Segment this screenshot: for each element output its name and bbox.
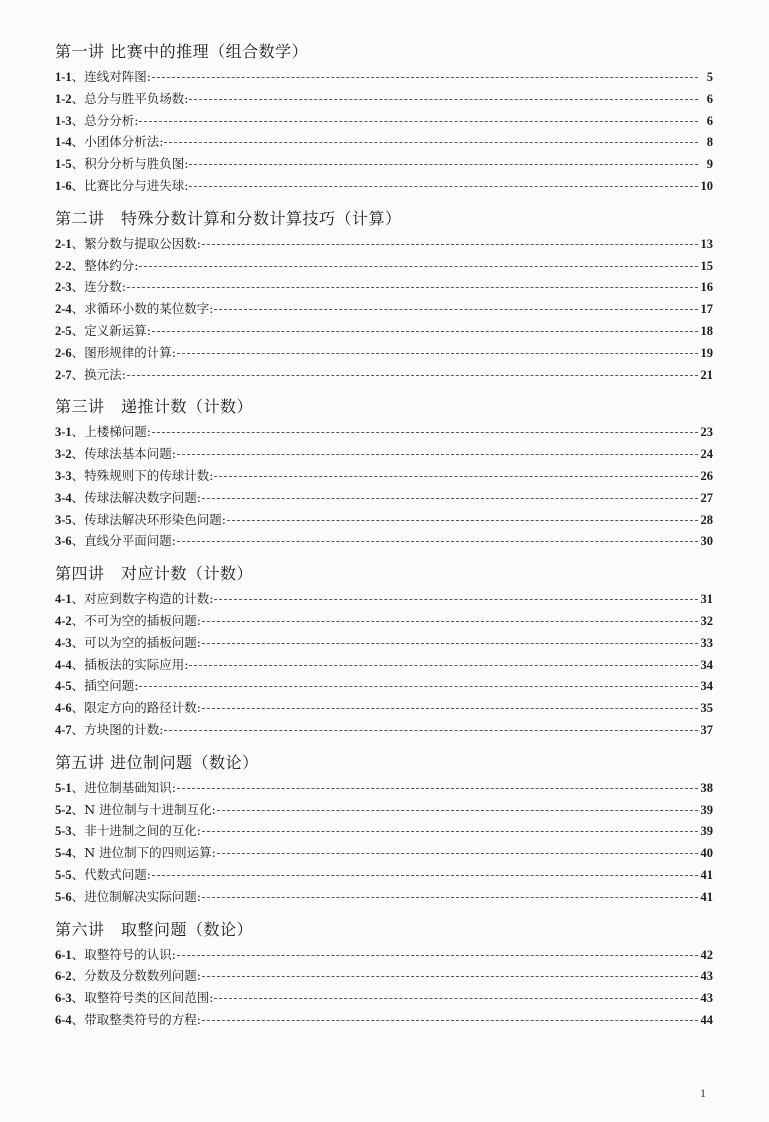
entry-number: 5-3 (55, 824, 72, 839)
toc-entry[interactable] (55, 944, 713, 966)
entry-title: 连线对阵图: (84, 69, 151, 84)
toc-entry[interactable] (55, 1009, 713, 1031)
entry-title: 插板法的实际应用: (84, 656, 189, 672)
entry-page-number: 41 (700, 867, 713, 882)
entry-number: 5-6 (55, 889, 72, 904)
entry-title: 代数式问题: (84, 866, 151, 882)
entry-number: 3-2 (55, 447, 72, 462)
toc-entry[interactable] (55, 443, 713, 465)
entry-separator: 、 (71, 446, 85, 462)
entry-page-number: 33 (700, 635, 713, 650)
entry-page-number: 42 (700, 947, 713, 962)
toc-entry[interactable] (55, 276, 713, 298)
entry-title: 比赛比分与进失球: (84, 177, 189, 193)
entry-page-number: 41 (700, 889, 713, 904)
chapter-section (55, 749, 713, 908)
entry-separator: 、 (71, 467, 85, 483)
entry-title: 积分分析与胜负图: (84, 156, 189, 172)
entry-separator: 、 (71, 656, 85, 672)
toc-entry[interactable] (55, 719, 713, 741)
entry-separator: 、 (71, 279, 85, 295)
dot-leader (217, 810, 698, 811)
entry-page-number: 23 (700, 425, 713, 440)
entry-number: 4-6 (55, 701, 72, 716)
entry-title: 传球法解决数字问题: (84, 489, 201, 505)
toc-entry[interactable] (55, 320, 713, 342)
entry-title: 直线分平面问题: (84, 533, 176, 549)
dot-leader (127, 287, 698, 288)
dot-leader (164, 142, 698, 143)
entry-title: 传球法基本问题: (84, 446, 176, 462)
dot-leader (177, 541, 698, 542)
entry-title: N 进位制与十进制互化: (84, 801, 216, 817)
dot-leader (214, 476, 698, 477)
dot-leader (152, 77, 698, 78)
toc-entry[interactable] (55, 965, 713, 987)
toc-entry[interactable] (55, 465, 713, 487)
entry-number: 6-3 (55, 991, 72, 1006)
dot-leader (202, 621, 698, 622)
entry-separator: 、 (71, 235, 85, 251)
entry-page-number: 43 (700, 991, 713, 1006)
entry-number: 6-1 (55, 947, 72, 962)
entry-separator: 、 (71, 90, 85, 106)
entry-number: 2-2 (55, 258, 72, 273)
entry-title: 带取整类符号的方程: (84, 1011, 201, 1027)
entry-number: 5-5 (55, 867, 72, 882)
chapter-title: 第三讲 递推计数（计数） (55, 397, 254, 417)
entry-title: 整体约分: (84, 257, 139, 273)
entry-separator: 、 (71, 134, 85, 150)
entry-page-number: 19 (700, 345, 713, 360)
entry-page-number: 15 (700, 258, 713, 273)
entry-title: 传球法解决环形染色问题: (84, 511, 226, 527)
entry-number: 3-5 (55, 512, 72, 527)
entry-number: 2-3 (55, 280, 72, 295)
entry-number: 1-4 (55, 135, 72, 150)
entry-separator: 、 (71, 888, 85, 904)
entry-title: 图形规律的计算: (84, 344, 176, 360)
dot-leader (152, 875, 698, 876)
entry-page-number: 5 (706, 70, 713, 84)
entry-title: 方块图的计数: (84, 721, 164, 737)
dot-leader (202, 976, 698, 977)
entry-title: 分数及分数数列问题: (84, 968, 201, 984)
entry-number: 1-6 (55, 178, 72, 193)
toc-entry[interactable] (55, 842, 713, 864)
entry-number: 1-2 (55, 91, 72, 106)
chapter-section (55, 393, 713, 552)
entry-number: 6-4 (55, 1012, 72, 1027)
dot-leader (177, 788, 698, 789)
toc-entry[interactable] (55, 864, 713, 886)
dot-leader (189, 186, 698, 187)
entry-number: 4-5 (55, 679, 72, 694)
entry-title: 上楼梯问题: (84, 424, 151, 440)
entry-separator: 、 (71, 257, 85, 273)
toc-entry[interactable] (55, 110, 713, 132)
toc-entry[interactable] (55, 530, 713, 552)
toc-entry[interactable] (55, 342, 713, 364)
dot-leader (139, 266, 698, 267)
entry-number: 2-4 (55, 302, 72, 317)
entry-title: 定义新运算: (84, 322, 151, 338)
entry-title: 特殊规则下的传球计数: (84, 467, 214, 483)
entry-number: 2-7 (55, 367, 72, 382)
toc-entry[interactable] (55, 298, 713, 320)
entry-separator: 、 (71, 845, 85, 861)
entry-separator: 、 (71, 533, 85, 549)
entry-page-number: 39 (700, 802, 713, 817)
dot-leader (202, 244, 698, 245)
entry-title: 进位制基础知识: (84, 779, 176, 795)
toc-entry[interactable] (55, 886, 713, 908)
chapter-title: 第六讲 取整问题（数论） (55, 919, 254, 939)
entry-page-number: 37 (700, 722, 713, 737)
chapter-title: 第五讲 进位制问题（数论） (55, 752, 259, 772)
entry-number: 2-6 (55, 345, 72, 360)
entry-number: 2-5 (55, 323, 72, 338)
entry-page-number: 27 (700, 490, 713, 505)
page-number: 1 (700, 1086, 706, 1100)
entry-separator: 、 (71, 1011, 85, 1027)
dot-leader (189, 164, 698, 165)
entry-title: 总分分析: (84, 112, 139, 128)
chapter-title: 第一讲 比赛中的推理（组合数学） (55, 42, 309, 61)
toc-entry[interactable] (55, 799, 713, 821)
entry-page-number: 6 (706, 91, 713, 106)
chapter-title: 第二讲 特殊分数计算和分数计算技巧（计算） (55, 208, 402, 228)
toc-entry[interactable] (55, 697, 713, 719)
entry-title: 小团体分析法: (84, 134, 164, 150)
dot-leader (217, 853, 698, 854)
toc-entry[interactable] (55, 632, 713, 654)
entry-page-number: 18 (700, 323, 713, 338)
entry-title: 不可为空的插板问题: (84, 612, 201, 628)
toc-entry[interactable] (55, 654, 713, 676)
entry-number: 3-4 (55, 490, 72, 505)
entry-separator: 、 (71, 700, 85, 716)
entry-separator: 、 (71, 366, 85, 382)
dot-leader (152, 331, 698, 332)
entry-page-number: 28 (700, 512, 713, 527)
entry-title: 插空问题: (84, 678, 139, 694)
entry-page-number: 26 (700, 468, 713, 483)
entry-separator: 、 (71, 866, 85, 882)
dot-leader (177, 955, 698, 956)
entry-number: 5-2 (55, 802, 72, 817)
entry-page-number: 34 (700, 657, 713, 672)
entry-number: 1-5 (55, 157, 72, 172)
entry-separator: 、 (71, 779, 85, 795)
entry-number: 5-4 (55, 846, 72, 861)
entry-title: 进位制解决实际问题: (84, 888, 201, 904)
toc-entry[interactable] (55, 88, 713, 110)
entry-separator: 、 (71, 823, 85, 839)
entry-number: 4-4 (55, 657, 72, 672)
toc-entry[interactable] (55, 364, 713, 386)
entry-separator: 、 (71, 968, 85, 984)
entry-number: 3-3 (55, 468, 72, 483)
entry-page-number: 24 (700, 447, 713, 462)
entry-title: 繁分数与提取公因数: (84, 235, 201, 251)
entry-separator: 、 (71, 946, 85, 962)
entry-number: 3-6 (55, 534, 72, 549)
entry-number: 1-1 (55, 70, 72, 84)
toc-entry[interactable] (55, 131, 713, 153)
entry-number: 3-1 (55, 425, 72, 440)
entry-page-number: 38 (700, 780, 713, 795)
entry-number: 4-2 (55, 613, 72, 628)
entry-separator: 、 (71, 634, 85, 650)
toc-entry[interactable] (55, 509, 713, 531)
entry-title: 可以为空的插板问题: (84, 634, 201, 650)
toc-entry[interactable] (55, 421, 713, 443)
entry-number: 5-1 (55, 780, 72, 795)
toc-entry[interactable] (55, 487, 713, 509)
toc-entry[interactable] (55, 175, 713, 197)
dot-leader (139, 686, 698, 687)
dot-leader (127, 375, 698, 376)
entry-page-number: 32 (700, 613, 713, 628)
entry-separator: 、 (71, 591, 85, 607)
entry-title: 限定方向的路径计数: (84, 700, 201, 716)
entry-page-number: 35 (700, 701, 713, 716)
dot-leader (202, 643, 698, 644)
entry-separator: 、 (71, 511, 85, 527)
entry-separator: 、 (71, 344, 85, 360)
entry-separator: 、 (71, 177, 85, 193)
entry-title: 对应到数字构造的计数: (84, 591, 214, 607)
dot-leader (139, 121, 698, 122)
entry-page-number: 17 (700, 302, 713, 317)
entry-page-number: 8 (706, 135, 713, 150)
entry-title: 取整符号类的区间范围: (84, 990, 214, 1006)
entry-page-number: 30 (700, 534, 713, 549)
entry-page-number: 34 (700, 679, 713, 694)
entry-title: 取整符号的认识: (84, 946, 176, 962)
dot-leader (227, 520, 698, 521)
entry-separator: 、 (71, 301, 85, 317)
entry-page-number: 6 (706, 113, 713, 128)
entry-separator: 、 (71, 489, 85, 505)
dot-leader (202, 897, 698, 898)
toc-entry[interactable] (55, 66, 713, 88)
dot-leader (202, 831, 698, 832)
entry-number: 1-3 (55, 113, 72, 128)
toc-entry[interactable] (55, 987, 713, 1009)
entry-title: 求循环小数的某位数字: (84, 301, 214, 317)
entry-title: 连分数: (84, 279, 126, 295)
dot-leader (189, 99, 698, 100)
chapter-section (55, 916, 713, 1031)
entry-separator: 、 (71, 721, 85, 737)
chapter-section (55, 205, 713, 386)
toc-entry[interactable] (55, 820, 713, 842)
entry-page-number: 39 (700, 824, 713, 839)
entry-separator: 、 (71, 156, 85, 172)
dot-leader (202, 1020, 698, 1021)
toc-entry[interactable] (55, 153, 713, 175)
toc-entry[interactable] (55, 255, 713, 277)
entry-number: 4-1 (55, 592, 72, 607)
entry-number: 2-1 (55, 236, 72, 251)
entry-separator: 、 (71, 990, 85, 1006)
entry-page-number: 9 (706, 157, 713, 172)
entry-page-number: 16 (700, 280, 713, 295)
dot-leader (214, 599, 698, 600)
entry-title: 换元法: (84, 366, 126, 382)
dot-leader (202, 708, 698, 709)
dot-leader (164, 730, 698, 731)
entry-page-number: 21 (700, 367, 713, 382)
toc-entry[interactable] (55, 233, 713, 255)
entry-separator: 、 (71, 801, 85, 817)
chapter-title: 第四讲 对应计数（计数） (55, 564, 254, 584)
chapter-section (55, 560, 713, 741)
toc-entry[interactable] (55, 610, 713, 632)
entry-number: 4-7 (55, 722, 72, 737)
entry-separator: 、 (71, 678, 85, 694)
dot-leader (189, 665, 698, 666)
dot-leader (202, 498, 698, 499)
entry-page-number: 13 (700, 236, 713, 251)
entry-title: 非十进制之间的互化: (84, 823, 201, 839)
entry-page-number: 44 (700, 1012, 713, 1027)
entry-page-number: 40 (700, 846, 713, 861)
entry-title: N 进位制下的四则运算: (84, 845, 216, 861)
entry-page-number: 10 (700, 178, 713, 193)
entry-separator: 、 (71, 69, 85, 84)
dot-leader (214, 998, 698, 999)
chapter-section (55, 38, 713, 197)
dot-leader (214, 309, 698, 310)
entry-page-number: 31 (700, 592, 713, 607)
entry-separator: 、 (71, 112, 85, 128)
entry-separator: 、 (71, 612, 85, 628)
entry-separator: 、 (71, 424, 85, 440)
dot-leader (177, 353, 698, 354)
entry-number: 4-3 (55, 635, 72, 650)
entry-page-number: 43 (700, 969, 713, 984)
dot-leader (177, 454, 698, 455)
toc-entry[interactable] (55, 777, 713, 799)
entry-number: 6-2 (55, 969, 72, 984)
entry-separator: 、 (71, 322, 85, 338)
dot-leader (152, 432, 698, 433)
toc-entry[interactable] (55, 675, 713, 697)
entry-title: 总分与胜平负场数: (84, 90, 189, 106)
table-of-contents (55, 38, 713, 1039)
toc-entry[interactable] (55, 588, 713, 610)
